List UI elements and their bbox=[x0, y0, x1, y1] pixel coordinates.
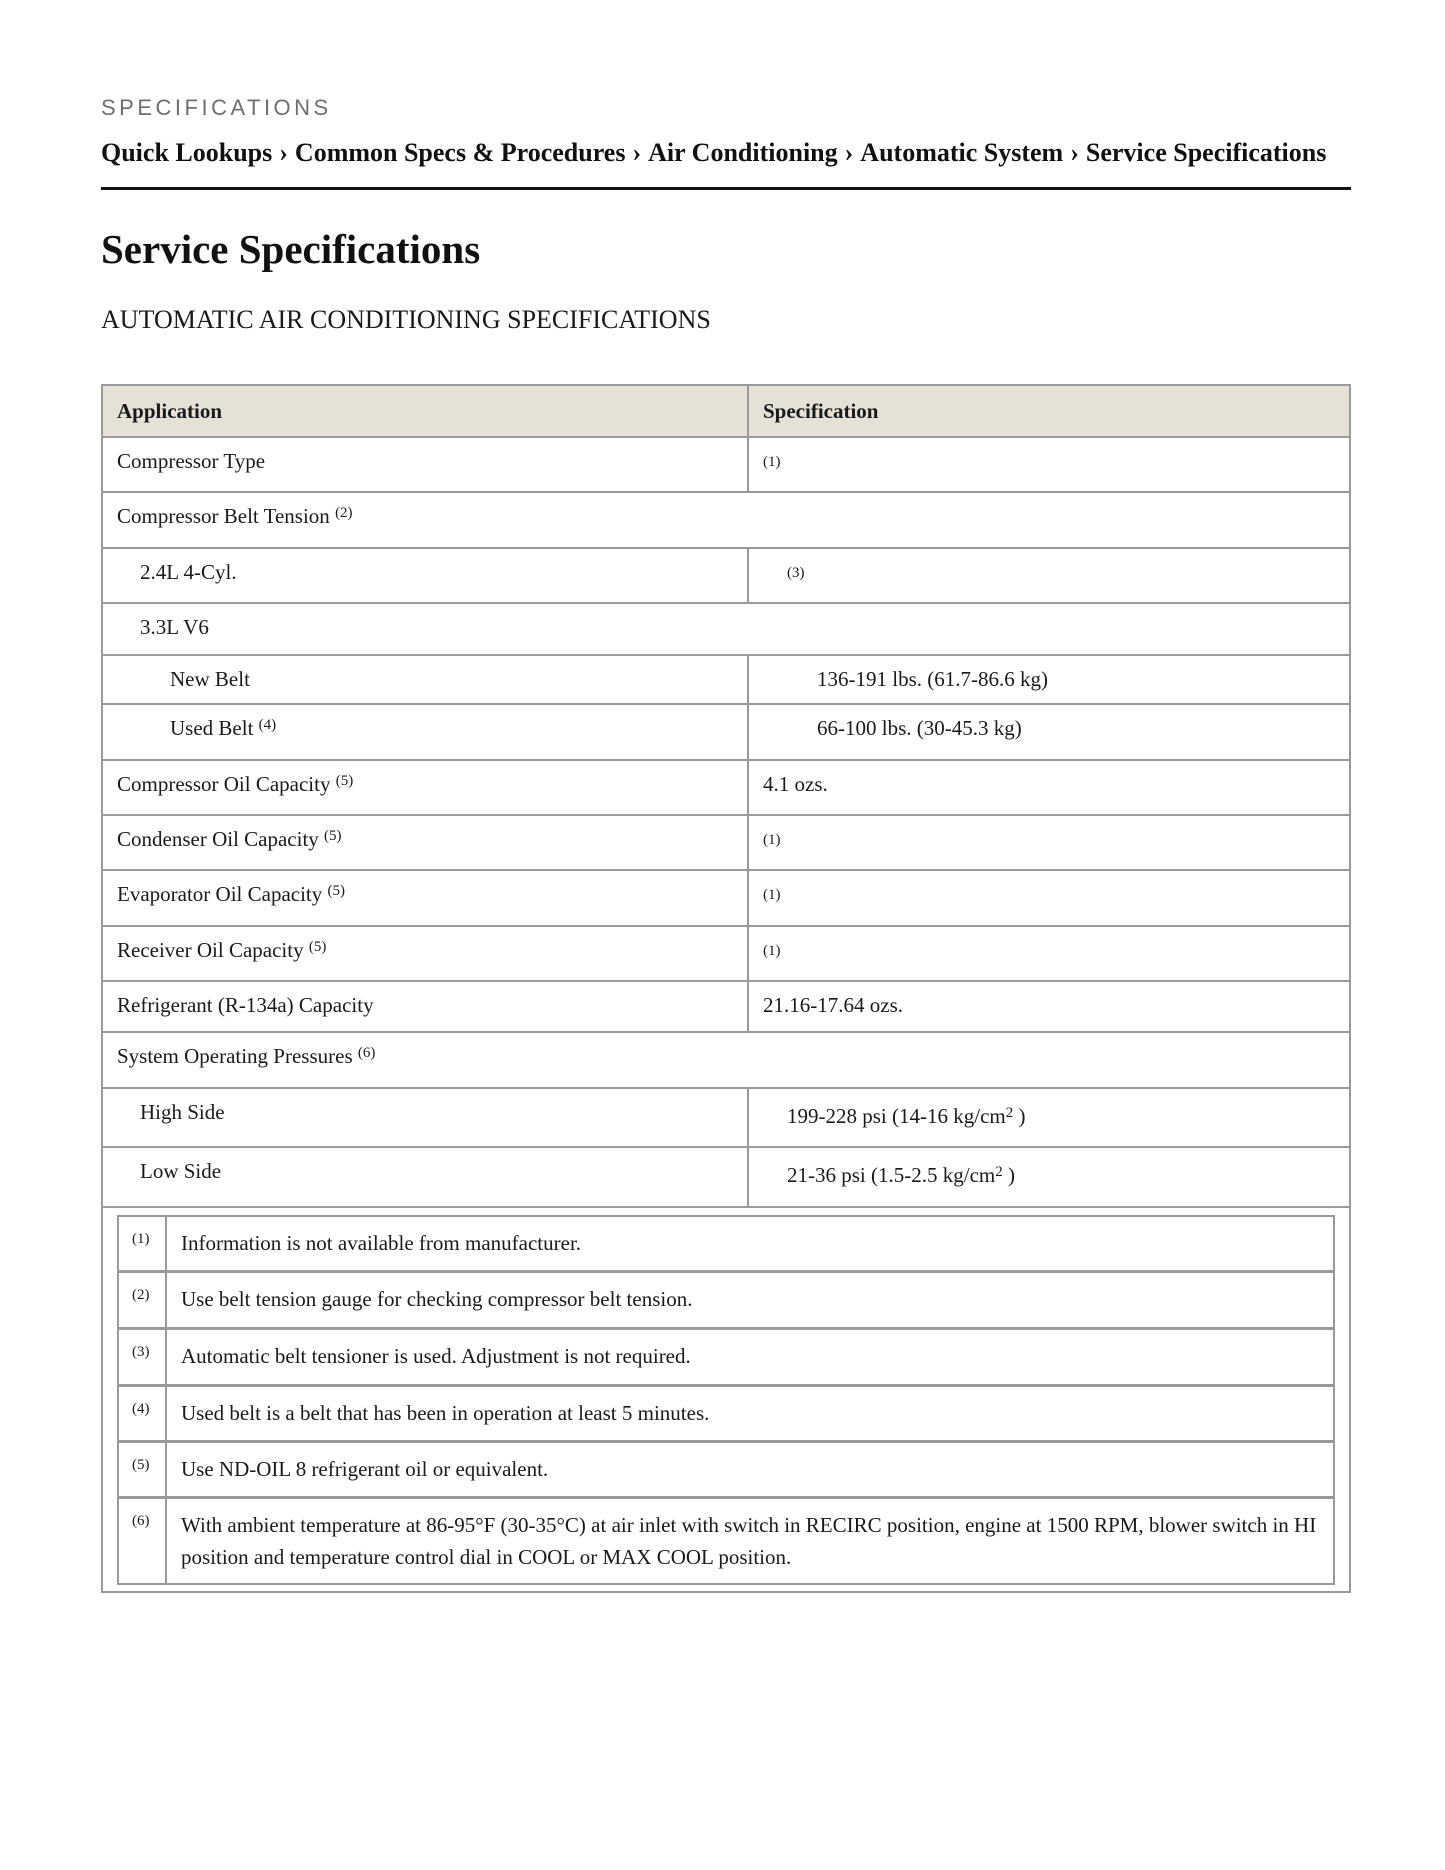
superscript-exponent: 2 bbox=[995, 1164, 1003, 1180]
table-row bbox=[102, 492, 1350, 548]
table-row bbox=[102, 548, 1350, 603]
application-group-cell bbox=[102, 1032, 1350, 1088]
application-label: Receiver Oil Capacity bbox=[117, 938, 304, 962]
page-title: Service Specifications bbox=[101, 226, 481, 272]
footnote-number: (6) bbox=[118, 1498, 166, 1585]
footnote-ref: (1) bbox=[763, 943, 781, 959]
table-row bbox=[102, 1032, 1350, 1088]
footnote-text: Use ND-OIL 8 refrigerant oil or equivalent. bbox=[166, 1442, 1334, 1498]
footnote-ref: (2) bbox=[335, 505, 353, 521]
breadcrumb-separator: › bbox=[632, 138, 642, 167]
section-label: SPECIFICATIONS bbox=[101, 95, 332, 120]
footnote-number: (5) bbox=[118, 1442, 166, 1498]
footnote-number: (3) bbox=[118, 1329, 166, 1386]
breadcrumb-separator: › bbox=[844, 138, 854, 167]
specification-value-tail: ) bbox=[1013, 1104, 1026, 1128]
footnote-ref: (3) bbox=[787, 565, 805, 581]
footnotes-row bbox=[102, 1207, 1350, 1592]
specification-cell bbox=[748, 437, 1350, 492]
application-group-cell bbox=[102, 492, 1350, 548]
footnote-ref: (4) bbox=[258, 717, 277, 733]
application-cell bbox=[102, 815, 748, 870]
specification-cell bbox=[748, 704, 1350, 760]
footnote-ref: (5) bbox=[327, 883, 346, 899]
footnote-ref: (5) bbox=[335, 773, 354, 789]
footnote-row bbox=[118, 1216, 1334, 1272]
footnotes-table bbox=[117, 1215, 1335, 1585]
superscript-exponent: 2 bbox=[1005, 1105, 1014, 1121]
footnote-ref: (5) bbox=[324, 828, 342, 844]
table-row bbox=[102, 981, 1350, 1032]
table-row bbox=[102, 815, 1350, 870]
header-divider bbox=[101, 187, 1351, 190]
table-row bbox=[102, 655, 1350, 704]
footnotes-cell bbox=[102, 1207, 1350, 1592]
specification-cell bbox=[748, 981, 1350, 1032]
application-label: High Side bbox=[140, 1100, 225, 1124]
application-label: Condenser Oil Capacity bbox=[117, 827, 319, 851]
application-cell bbox=[102, 760, 748, 815]
footnote-number: (2) bbox=[118, 1272, 166, 1329]
specification-cell bbox=[748, 1147, 1350, 1207]
footnote-ref: (1) bbox=[763, 454, 781, 470]
application-label: Refrigerant (R-134a) Capacity bbox=[117, 993, 374, 1017]
specification-value: 21.16-17.64 ozs. bbox=[763, 993, 903, 1017]
breadcrumb-item-air-conditioning[interactable]: Air Conditioning bbox=[648, 138, 838, 167]
section-subheading: AUTOMATIC AIR CONDITIONING SPECIFICATIONS bbox=[101, 305, 711, 334]
application-cell bbox=[102, 548, 748, 603]
specification-value: 4.1 ozs. bbox=[763, 772, 828, 796]
specifications-table bbox=[101, 384, 1351, 1593]
footnote-row bbox=[118, 1329, 1334, 1386]
footnote-text: With ambient temperature at 86-95°F (30-35°C) at air inlet with switch in RECIRC position, engine at 1500 RPM, blower switch in HI position and temperature control dial in COOL or MAX COOL position. bbox=[166, 1498, 1334, 1585]
application-label: Low Side bbox=[140, 1159, 222, 1183]
specification-value: 199-228 psi (14-16 kg/cm bbox=[787, 1104, 1006, 1128]
breadcrumb-item-service-specifications: Service Specifications bbox=[1085, 138, 1327, 167]
footnote-number: (1) bbox=[118, 1216, 166, 1272]
footnote-number: (4) bbox=[118, 1386, 166, 1442]
application-label: 3.3L V6 bbox=[140, 615, 209, 639]
table-row bbox=[102, 704, 1350, 760]
specification-value: 136-191 lbs. (61.7-86.6 kg) bbox=[817, 667, 1048, 691]
table-row bbox=[102, 870, 1350, 926]
footnote-row bbox=[118, 1272, 1334, 1329]
column-header-application: Application bbox=[102, 385, 748, 437]
specification-cell bbox=[748, 815, 1350, 870]
application-label: Evaporator Oil Capacity bbox=[117, 882, 323, 906]
column-header-specification: Specification bbox=[748, 385, 1350, 437]
specification-cell bbox=[748, 760, 1350, 815]
footnote-text: Use belt tension gauge for checking compressor belt tension. bbox=[166, 1272, 1334, 1329]
specification-cell bbox=[748, 870, 1350, 926]
footnote-row bbox=[118, 1386, 1334, 1442]
table-row bbox=[102, 603, 1350, 655]
footnote-row bbox=[118, 1442, 1334, 1498]
application-label: System Operating Pressures bbox=[117, 1044, 353, 1068]
table-row bbox=[102, 1147, 1350, 1207]
footnote-text: Information is not available from manufacturer. bbox=[166, 1216, 1334, 1272]
breadcrumb-separator: › bbox=[279, 138, 288, 167]
application-label: Compressor Type bbox=[117, 449, 266, 473]
footnote-ref: (1) bbox=[763, 887, 781, 903]
footnote-text: Automatic belt tensioner is used. Adjustment is not required. bbox=[166, 1329, 1334, 1386]
application-cell bbox=[102, 870, 748, 926]
application-label: New Belt bbox=[170, 667, 250, 691]
table-header-row bbox=[102, 385, 1350, 437]
table-row bbox=[102, 1088, 1350, 1147]
application-cell bbox=[102, 437, 748, 492]
application-cell bbox=[102, 704, 748, 760]
application-cell bbox=[102, 981, 748, 1032]
application-label: Compressor Oil Capacity bbox=[117, 772, 331, 796]
breadcrumb-item-common-specs[interactable]: Common Specs & Procedures bbox=[294, 138, 626, 167]
application-cell bbox=[102, 926, 748, 981]
breadcrumb-item-quick-lookups[interactable]: Quick Lookups bbox=[101, 138, 273, 167]
specification-value: 66-100 lbs. (30-45.3 kg) bbox=[817, 716, 1022, 740]
application-label: Used Belt bbox=[170, 716, 254, 740]
specification-value-tail: ) bbox=[1002, 1163, 1015, 1187]
specification-cell bbox=[748, 1088, 1350, 1147]
application-cell bbox=[102, 1088, 748, 1147]
application-label: Compressor Belt Tension bbox=[117, 504, 330, 528]
specification-value: 21-36 psi (1.5-2.5 kg/cm bbox=[787, 1163, 996, 1187]
breadcrumb-separator: › bbox=[1070, 138, 1079, 167]
breadcrumb-item-automatic-system[interactable]: Automatic System bbox=[860, 138, 1064, 167]
table-row bbox=[102, 437, 1350, 492]
table-row bbox=[102, 926, 1350, 981]
specification-cell bbox=[748, 548, 1350, 603]
application-label: 2.4L 4-Cyl. bbox=[140, 560, 237, 584]
table-row bbox=[102, 760, 1350, 815]
footnote-ref: (1) bbox=[763, 832, 781, 848]
breadcrumb bbox=[101, 136, 1352, 170]
document-page bbox=[101, 95, 1352, 1593]
specification-cell bbox=[748, 655, 1350, 704]
footnote-ref: (5) bbox=[308, 939, 327, 955]
application-group-cell bbox=[102, 603, 1350, 655]
application-cell bbox=[102, 1147, 748, 1207]
footnote-ref: (6) bbox=[357, 1045, 376, 1061]
footnote-row bbox=[118, 1498, 1334, 1585]
application-cell bbox=[102, 655, 748, 704]
specification-cell bbox=[748, 926, 1350, 981]
footnote-text: Used belt is a belt that has been in operation at least 5 minutes. bbox=[166, 1386, 1334, 1442]
